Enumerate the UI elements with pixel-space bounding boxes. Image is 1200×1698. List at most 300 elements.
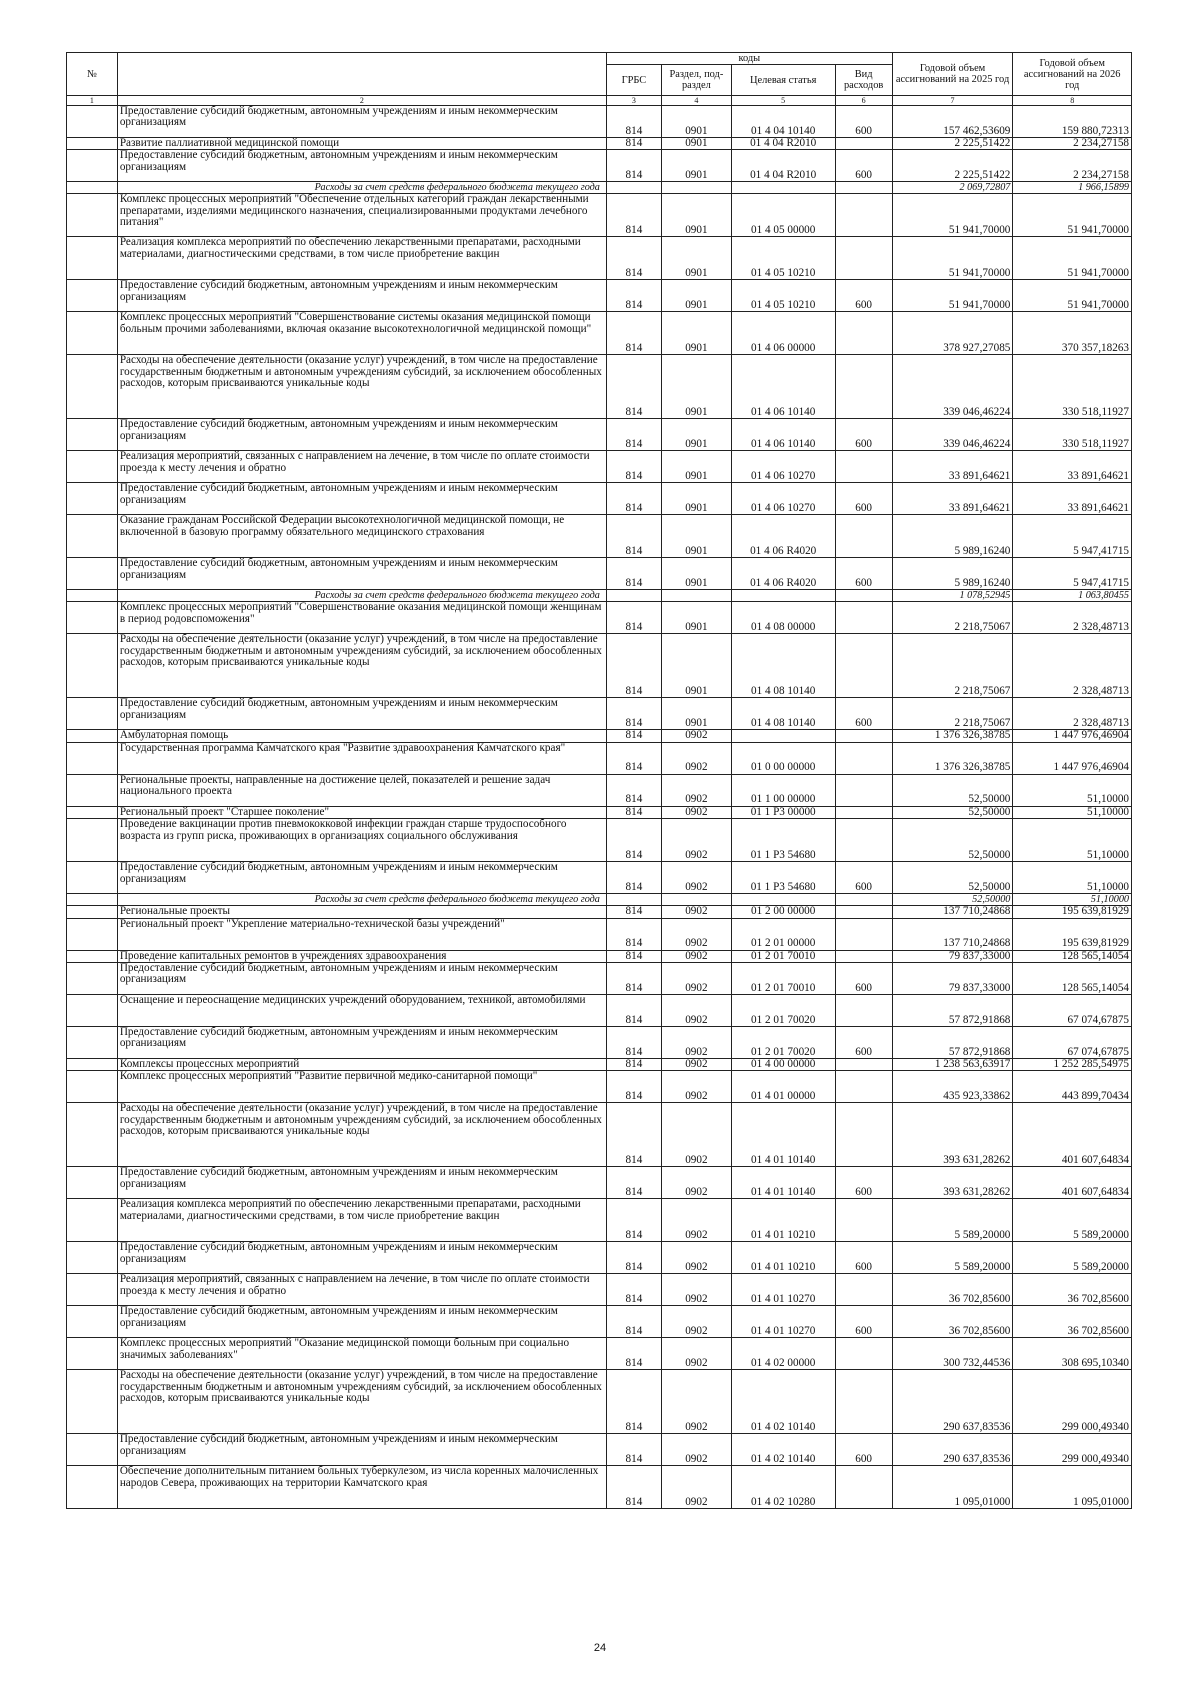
- table-row: [67, 698, 1132, 730]
- cell-number: [67, 730, 118, 742]
- cell-number: [67, 1103, 118, 1167]
- cell-razdel: 0902: [661, 1274, 731, 1306]
- cell-grbs: 814: [606, 558, 661, 590]
- cell-razdel: 0902: [661, 730, 731, 742]
- table-row: [67, 906, 1132, 918]
- cell-expense-type: [835, 182, 892, 194]
- cell-grbs: 814: [606, 1071, 661, 1103]
- header-razdel: Раздел, под-раздел: [661, 65, 731, 96]
- table-row: [67, 280, 1132, 312]
- cell-name: Реализация комплекса мероприятий по обеспечению лекарственными препаратами, расходными материалами, диагностическими средствами, в том числе приобретение вакцин: [117, 237, 606, 280]
- cell-amount-2025: 57 872,91868: [892, 1027, 1013, 1059]
- header-year-2025: Годовой объем ассигнований на 2025 год: [892, 53, 1013, 96]
- cell-amount-2026: 51,10000: [1013, 806, 1132, 818]
- cell-razdel: 0901: [661, 138, 731, 150]
- cell-grbs: 814: [606, 730, 661, 742]
- cell-target-article: 01 4 02 10280: [731, 1466, 835, 1509]
- cell-amount-2026: 51 941,70000: [1013, 237, 1132, 280]
- cell-name: Проведение капитальных ремонтов в учреждениях здравоохранения: [117, 950, 606, 962]
- cell-expense-type: 600: [835, 1242, 892, 1274]
- cell-grbs: 814: [606, 742, 661, 774]
- cell-number: [67, 1274, 118, 1306]
- cell-amount-2025: 339 046,46224: [892, 355, 1013, 419]
- page-number: 24: [593, 1642, 607, 1654]
- cell-grbs: 814: [606, 451, 661, 483]
- cell-name: Комплекс процессных мероприятий "Совершенствование оказания медицинской помощи женщинам в период родовспоможения": [117, 602, 606, 634]
- cell-razdel: 0902: [661, 1466, 731, 1509]
- cell-target-article: 01 4 06 10140: [731, 355, 835, 419]
- cell-grbs: 814: [606, 862, 661, 894]
- cell-target-article: 01 4 06 10140: [731, 419, 835, 451]
- cell-number: [67, 995, 118, 1027]
- cell-razdel: 0901: [661, 106, 731, 138]
- cell-name: Комплекс процессных мероприятий "Развитие первичной медико-санитарной помощи": [117, 1071, 606, 1103]
- table-row: [67, 194, 1132, 237]
- cell-amount-2025: 1 078,52945: [892, 590, 1013, 602]
- cell-amount-2025: 79 837,33000: [892, 963, 1013, 995]
- cell-expense-type: [835, 634, 892, 698]
- cell-grbs: 814: [606, 1242, 661, 1274]
- cell-amount-2026: 67 074,67875: [1013, 995, 1132, 1027]
- cell-number: [67, 1027, 118, 1059]
- cell-amount-2026: 443 899,70434: [1013, 1071, 1132, 1103]
- cell-razdel: 0902: [661, 950, 731, 962]
- cell-target-article: 01 4 01 10140: [731, 1103, 835, 1167]
- table-row: [67, 1306, 1132, 1338]
- cell-number: [67, 1242, 118, 1274]
- cell-target-article: 01 1 P3 54680: [731, 862, 835, 894]
- cell-number: [67, 237, 118, 280]
- cell-amount-2026: 51 941,70000: [1013, 194, 1132, 237]
- cell-grbs: 814: [606, 1167, 661, 1199]
- cell-target-article: 01 2 01 70020: [731, 995, 835, 1027]
- header-codes: коды: [606, 53, 892, 65]
- cell-razdel: 0902: [661, 1306, 731, 1338]
- cell-razdel: 0902: [661, 918, 731, 950]
- cell-amount-2026: 51,10000: [1013, 862, 1132, 894]
- cell-grbs: 814: [606, 819, 661, 862]
- cell-razdel: 0901: [661, 483, 731, 515]
- cell-amount-2026: 5 947,41715: [1013, 515, 1132, 558]
- cell-grbs: 814: [606, 634, 661, 698]
- cell-grbs: 814: [606, 237, 661, 280]
- cell-target-article: 01 2 01 70020: [731, 1027, 835, 1059]
- table-row: [67, 355, 1132, 419]
- cell-grbs: 814: [606, 150, 661, 182]
- cell-amount-2025: 5 989,16240: [892, 558, 1013, 590]
- cell-number: [67, 138, 118, 150]
- cell-amount-2025: 137 710,24868: [892, 906, 1013, 918]
- cell-amount-2025: 300 732,44536: [892, 1338, 1013, 1370]
- cell-name: Предоставление субсидий бюджетным, автономным учреждениям и иным некоммерческим организациям: [117, 698, 606, 730]
- table-row: [67, 1103, 1132, 1167]
- cell-target-article: 01 1 00 00000: [731, 774, 835, 806]
- cell-amount-2025: 393 631,28262: [892, 1103, 1013, 1167]
- cell-amount-2025: 290 637,83536: [892, 1434, 1013, 1466]
- table-row: [67, 1242, 1132, 1274]
- cell-name: Оказание гражданам Российской Федерации высокотехнологичной медицинской помощи, не включенной в базовую программу обязательного медицинского страхования: [117, 515, 606, 558]
- cell-grbs: 814: [606, 906, 661, 918]
- table-body: [67, 106, 1132, 1509]
- cell-expense-type: 600: [835, 558, 892, 590]
- cell-target-article: 01 4 01 10270: [731, 1274, 835, 1306]
- cell-razdel: 0901: [661, 194, 731, 237]
- cell-amount-2025: 33 891,64621: [892, 451, 1013, 483]
- cell-target-article: 01 4 05 00000: [731, 194, 835, 237]
- cell-razdel: 0902: [661, 1071, 731, 1103]
- header-target-article: Целевая статья: [731, 65, 835, 96]
- cell-grbs: 814: [606, 963, 661, 995]
- table-row: [67, 1338, 1132, 1370]
- cell-name: Расходы за счет средств федерального бюджета текущего года: [117, 590, 606, 602]
- cell-expense-type: [835, 138, 892, 150]
- cell-amount-2026: 51,10000: [1013, 774, 1132, 806]
- table-row: [67, 602, 1132, 634]
- cell-target-article: 01 4 04 R2010: [731, 138, 835, 150]
- cell-expense-type: 600: [835, 483, 892, 515]
- cell-amount-2025: 5 589,20000: [892, 1199, 1013, 1242]
- cell-amount-2026: 5 947,41715: [1013, 558, 1132, 590]
- cell-amount-2026: 1 095,01000: [1013, 1466, 1132, 1509]
- cell-target-article: 01 4 01 10140: [731, 1167, 835, 1199]
- cell-number: [67, 483, 118, 515]
- cell-target-article: 01 4 00 00000: [731, 1059, 835, 1071]
- cell-number: [67, 590, 118, 602]
- cell-expense-type: [835, 950, 892, 962]
- cell-name: Региональный проект "Старшее поколение": [117, 806, 606, 818]
- federal-budget-row: [67, 590, 1132, 602]
- table-row: [67, 1370, 1132, 1434]
- cell-name: Расходы за счет средств федерального бюджета текущего года: [117, 894, 606, 906]
- cell-expense-type: [835, 1466, 892, 1509]
- cell-name: Предоставление субсидий бюджетным, автономным учреждениям и иным некоммерческим организациям: [117, 558, 606, 590]
- cell-razdel: 0902: [661, 1199, 731, 1242]
- cell-target-article: 01 4 04 10140: [731, 106, 835, 138]
- cell-amount-2026: 1 447 976,46904: [1013, 742, 1132, 774]
- cell-grbs: 814: [606, 1338, 661, 1370]
- cell-expense-type: [835, 590, 892, 602]
- cell-amount-2026: 128 565,14054: [1013, 950, 1132, 962]
- cell-name: Предоставление субсидий бюджетным, автономным учреждениям и иным некоммерческим организациям: [117, 1167, 606, 1199]
- cell-razdel: 0902: [661, 774, 731, 806]
- cell-target-article: 01 4 06 R4020: [731, 558, 835, 590]
- cell-amount-2026: 36 702,85600: [1013, 1274, 1132, 1306]
- cell-number: [67, 963, 118, 995]
- cell-expense-type: [835, 730, 892, 742]
- table-row: [67, 1274, 1132, 1306]
- budget-table: [66, 52, 1132, 1509]
- cell-amount-2026: 308 695,10340: [1013, 1338, 1132, 1370]
- cell-target-article: [731, 730, 835, 742]
- cell-razdel: 0902: [661, 1242, 731, 1274]
- cell-amount-2025: 2 225,51422: [892, 138, 1013, 150]
- cell-grbs: 814: [606, 194, 661, 237]
- cell-expense-type: 600: [835, 150, 892, 182]
- cell-razdel: 0902: [661, 1059, 731, 1071]
- cell-name: Предоставление субсидий бюджетным, автономным учреждениям и иным некоммерческим организациям: [117, 1027, 606, 1059]
- cell-amount-2026: 195 639,81929: [1013, 918, 1132, 950]
- cell-number: [67, 862, 118, 894]
- cell-amount-2026: 401 607,64834: [1013, 1167, 1132, 1199]
- cell-expense-type: [835, 806, 892, 818]
- cell-grbs: 814: [606, 918, 661, 950]
- table-row: [67, 995, 1132, 1027]
- cell-amount-2025: 1 238 563,63917: [892, 1059, 1013, 1071]
- cell-name: Предоставление субсидий бюджетным, автономным учреждениям и иным некоммерческим организациям: [117, 483, 606, 515]
- cell-amount-2025: 36 702,85600: [892, 1306, 1013, 1338]
- cell-name: Реализация мероприятий, связанных с направлением на лечение, в том числе по оплате стоимости проезда к месту лечения и обратно: [117, 451, 606, 483]
- cell-target-article: 01 1 P3 54680: [731, 819, 835, 862]
- cell-name: Комплексы процессных мероприятий: [117, 1059, 606, 1071]
- cell-number: [67, 698, 118, 730]
- cell-amount-2025: 51 941,70000: [892, 194, 1013, 237]
- cell-number: [67, 1167, 118, 1199]
- cell-amount-2026: 1 252 285,54975: [1013, 1059, 1132, 1071]
- cell-name: Предоставление субсидий бюджетным, автономным учреждениям и иным некоммерческим организациям: [117, 106, 606, 138]
- cell-grbs: 814: [606, 312, 661, 355]
- cell-amount-2025: 51 941,70000: [892, 280, 1013, 312]
- table-row: [67, 1434, 1132, 1466]
- cell-grbs: 814: [606, 774, 661, 806]
- cell-amount-2025: 52,50000: [892, 819, 1013, 862]
- cell-amount-2026: 2 234,27158: [1013, 138, 1132, 150]
- cell-amount-2025: 2 218,75067: [892, 698, 1013, 730]
- cell-name: Региональный проект "Укрепление материально-технической базы учреждений": [117, 918, 606, 950]
- cell-grbs: 814: [606, 950, 661, 962]
- cell-target-article: 01 4 05 10210: [731, 280, 835, 312]
- cell-razdel: 0902: [661, 906, 731, 918]
- cell-expense-type: [835, 819, 892, 862]
- table-row: [67, 138, 1132, 150]
- cell-grbs: [606, 894, 661, 906]
- cell-expense-type: 600: [835, 280, 892, 312]
- cell-amount-2025: 1 376 326,38785: [892, 742, 1013, 774]
- cell-amount-2026: 2 328,48713: [1013, 634, 1132, 698]
- cell-grbs: 814: [606, 280, 661, 312]
- cell-razdel: 0901: [661, 150, 731, 182]
- cell-target-article: 01 4 08 10140: [731, 698, 835, 730]
- cell-grbs: 814: [606, 1370, 661, 1434]
- cell-number: [67, 819, 118, 862]
- cell-amount-2025: 57 872,91868: [892, 995, 1013, 1027]
- cell-amount-2025: 52,50000: [892, 806, 1013, 818]
- cell-name: Комплекс процессных мероприятий "Обеспечение отдельных категорий граждан лекарственными препаратами, изделиями медицинского назначения, специализированными продуктами лечебного питания": [117, 194, 606, 237]
- cell-grbs: 814: [606, 515, 661, 558]
- cell-grbs: 814: [606, 483, 661, 515]
- cell-amount-2025: 157 462,53609: [892, 106, 1013, 138]
- cell-amount-2026: 33 891,64621: [1013, 483, 1132, 515]
- cell-target-article: 01 4 01 10270: [731, 1306, 835, 1338]
- cell-name: Расходы на обеспечение деятельности (оказание услуг) учреждений, в том числе на предоставление государственным бюджетным и автономным учреждениям субсидий, за исключением обособленных расходов, которым присваиваются уникальные коды: [117, 355, 606, 419]
- table-row: [67, 963, 1132, 995]
- cell-expense-type: [835, 237, 892, 280]
- column-number: 5: [731, 96, 835, 106]
- cell-expense-type: [835, 451, 892, 483]
- cell-number: [67, 1071, 118, 1103]
- cell-name: Предоставление субсидий бюджетным, автономным учреждениям и иным некоммерческим организациям: [117, 862, 606, 894]
- cell-target-article: [731, 590, 835, 602]
- cell-grbs: 814: [606, 106, 661, 138]
- cell-amount-2026: 51 941,70000: [1013, 280, 1132, 312]
- table-row: [67, 862, 1132, 894]
- table-row: [67, 312, 1132, 355]
- cell-expense-type: [835, 1071, 892, 1103]
- cell-expense-type: [835, 894, 892, 906]
- cell-razdel: 0901: [661, 634, 731, 698]
- cell-expense-type: [835, 906, 892, 918]
- cell-amount-2026: 2 328,48713: [1013, 602, 1132, 634]
- cell-amount-2026: 1 063,80455: [1013, 590, 1132, 602]
- table-row: [67, 419, 1132, 451]
- table-row: [67, 150, 1132, 182]
- cell-name: Амбулаторная помощь: [117, 730, 606, 742]
- column-number: 7: [892, 96, 1013, 106]
- cell-number: [67, 894, 118, 906]
- cell-number: [67, 602, 118, 634]
- table-row: [67, 106, 1132, 138]
- cell-number: [67, 355, 118, 419]
- table-row: [67, 634, 1132, 698]
- cell-number: [67, 106, 118, 138]
- cell-name: Предоставление субсидий бюджетным, автономным учреждениям и иным некоммерческим организациям: [117, 1242, 606, 1274]
- cell-amount-2025: 51 941,70000: [892, 237, 1013, 280]
- cell-number: [67, 182, 118, 194]
- table-row: [67, 730, 1132, 742]
- cell-expense-type: [835, 515, 892, 558]
- cell-target-article: 01 4 01 00000: [731, 1071, 835, 1103]
- cell-amount-2025: 52,50000: [892, 862, 1013, 894]
- cell-expense-type: [835, 742, 892, 774]
- cell-razdel: [661, 182, 731, 194]
- header-grbs: ГРБС: [606, 65, 661, 96]
- column-number: 3: [606, 96, 661, 106]
- cell-grbs: 814: [606, 1027, 661, 1059]
- cell-razdel: 0902: [661, 963, 731, 995]
- cell-expense-type: [835, 995, 892, 1027]
- cell-amount-2025: 137 710,24868: [892, 918, 1013, 950]
- cell-razdel: [661, 894, 731, 906]
- cell-amount-2025: 2 225,51422: [892, 150, 1013, 182]
- table-row: [67, 1466, 1132, 1509]
- cell-expense-type: [835, 1370, 892, 1434]
- cell-expense-type: 600: [835, 1434, 892, 1466]
- cell-number: [67, 774, 118, 806]
- column-number: 6: [835, 96, 892, 106]
- cell-grbs: [606, 590, 661, 602]
- cell-amount-2025: 2 218,75067: [892, 634, 1013, 698]
- cell-grbs: 814: [606, 1306, 661, 1338]
- cell-name: Государственная программа Камчатского края "Развитие здравоохранения Камчатского края": [117, 742, 606, 774]
- cell-razdel: 0901: [661, 355, 731, 419]
- column-number: 1: [67, 96, 118, 106]
- cell-amount-2026: 67 074,67875: [1013, 1027, 1132, 1059]
- cell-name: Региональные проекты: [117, 906, 606, 918]
- cell-amount-2026: 330 518,11927: [1013, 419, 1132, 451]
- cell-amount-2026: 51,10000: [1013, 819, 1132, 862]
- table-row: [67, 918, 1132, 950]
- cell-amount-2026: 5 589,20000: [1013, 1242, 1132, 1274]
- cell-amount-2026: 51,10000: [1013, 894, 1132, 906]
- table-row: [67, 1027, 1132, 1059]
- cell-name: Развитие паллиативной медицинской помощи: [117, 138, 606, 150]
- table-row: [67, 483, 1132, 515]
- table-row: [67, 1167, 1132, 1199]
- cell-name: Комплекс процессных мероприятий "Оказание медицинской помощи больным при социально значимых заболеваниях": [117, 1338, 606, 1370]
- cell-name: Оснащение и переоснащение медицинских учреждений оборудованием, техникой, автомобилями: [117, 995, 606, 1027]
- cell-amount-2025: 79 837,33000: [892, 950, 1013, 962]
- cell-grbs: [606, 182, 661, 194]
- cell-number: [67, 1059, 118, 1071]
- cell-target-article: 01 4 06 00000: [731, 312, 835, 355]
- cell-number: [67, 742, 118, 774]
- cell-expense-type: [835, 355, 892, 419]
- cell-amount-2026: 2 328,48713: [1013, 698, 1132, 730]
- cell-name: Предоставление субсидий бюджетным, автономным учреждениям и иным некоммерческим организациям: [117, 280, 606, 312]
- cell-razdel: 0902: [661, 1338, 731, 1370]
- cell-target-article: 01 2 01 70010: [731, 963, 835, 995]
- cell-expense-type: [835, 1103, 892, 1167]
- cell-number: [67, 1338, 118, 1370]
- cell-grbs: 814: [606, 1059, 661, 1071]
- cell-amount-2025: 339 046,46224: [892, 419, 1013, 451]
- cell-amount-2026: 195 639,81929: [1013, 906, 1132, 918]
- cell-amount-2025: 393 631,28262: [892, 1167, 1013, 1199]
- cell-number: [67, 634, 118, 698]
- cell-number: [67, 150, 118, 182]
- header-expense-type: Вид расходов: [835, 65, 892, 96]
- cell-amount-2026: 5 589,20000: [1013, 1199, 1132, 1242]
- cell-name: Расходы на обеспечение деятельности (оказание услуг) учреждений, в том числе на предоставление государственным бюджетным и автономным учреждениям субсидий, за исключением обособленных расходов, которым присваиваются уникальные коды: [117, 1370, 606, 1434]
- cell-grbs: 814: [606, 995, 661, 1027]
- cell-target-article: 01 4 06 10270: [731, 451, 835, 483]
- cell-razdel: 0902: [661, 819, 731, 862]
- cell-expense-type: 600: [835, 1306, 892, 1338]
- table-row: [67, 1059, 1132, 1071]
- table-row: [67, 558, 1132, 590]
- table-row: [67, 515, 1132, 558]
- cell-razdel: 0902: [661, 1434, 731, 1466]
- cell-name: Комплекс процессных мероприятий "Совершенствование системы оказания медицинской помощи больным прочими заболеваниями, включая оказание высокотехнологичной медицинской помощи": [117, 312, 606, 355]
- cell-target-article: 01 1 P3 00000: [731, 806, 835, 818]
- cell-expense-type: [835, 1274, 892, 1306]
- cell-grbs: 814: [606, 138, 661, 150]
- cell-expense-type: 600: [835, 1167, 892, 1199]
- cell-expense-type: [835, 312, 892, 355]
- cell-grbs: 814: [606, 698, 661, 730]
- cell-amount-2026: 36 702,85600: [1013, 1306, 1132, 1338]
- cell-target-article: 01 4 08 10140: [731, 634, 835, 698]
- cell-name: Расходы на обеспечение деятельности (оказание услуг) учреждений, в том числе на предоставление государственным бюджетным и автономным учреждениям субсидий, за исключением обособленных расходов, которым присваиваются уникальные коды: [117, 634, 606, 698]
- cell-razdel: 0902: [661, 862, 731, 894]
- cell-name: Проведение вакцинации против пневмококковой инфекции граждан старше трудоспособного возраста из групп риска, проживающих в организациях социального обслуживания: [117, 819, 606, 862]
- cell-number: [67, 918, 118, 950]
- cell-grbs: 814: [606, 1274, 661, 1306]
- cell-target-article: 01 0 00 00000: [731, 742, 835, 774]
- cell-expense-type: 600: [835, 106, 892, 138]
- header-year-2026: Годовой объем ассигнований на 2026 год: [1013, 53, 1132, 96]
- cell-amount-2026: 370 357,18263: [1013, 312, 1132, 355]
- cell-grbs: 814: [606, 1103, 661, 1167]
- cell-number: [67, 451, 118, 483]
- table-row: [67, 774, 1132, 806]
- cell-amount-2025: 5 589,20000: [892, 1242, 1013, 1274]
- cell-razdel: 0902: [661, 806, 731, 818]
- table-row: [67, 451, 1132, 483]
- cell-name: Расходы за счет средств федерального бюджета текущего года: [117, 182, 606, 194]
- cell-razdel: 0902: [661, 1103, 731, 1167]
- cell-grbs: 814: [606, 806, 661, 818]
- column-number: 4: [661, 96, 731, 106]
